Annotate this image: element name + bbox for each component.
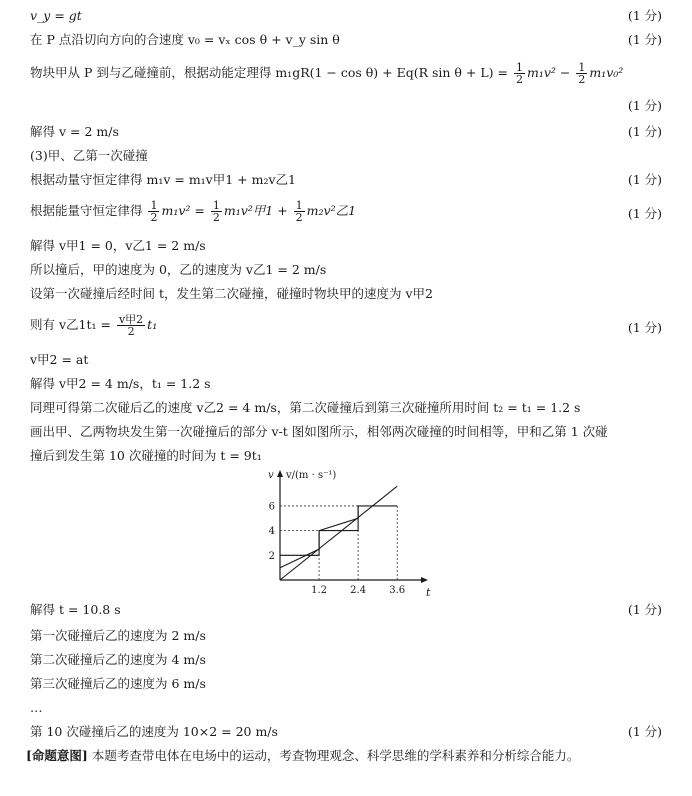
purpose-text: 本题考查带电体在电场中的运动，考查物理观念、科学思维的学科素养和分析综合能力。 xyxy=(87,748,580,763)
line-momentum: 根据动量守恒定律得 m₁v = m₁v甲1 + m₂v乙1 xyxy=(30,172,296,187)
fraction-v-over-2: $\frac{\text{v甲2}}{2}$ xyxy=(118,313,144,338)
y-tick-label: 4 xyxy=(268,526,275,538)
line-displacement-equal: 则有 v乙1t₁ = $\frac{\text{v甲2}}{2}$ t₁ xyxy=(30,313,158,338)
fraction-half: $\frac{1}{2}$ xyxy=(578,61,586,86)
y-axis-arrow xyxy=(277,470,283,477)
score-9: (1 分) xyxy=(627,724,662,739)
line-part3-heading: (3)甲、乙第一次碰撞 xyxy=(30,148,148,163)
line-total-time: 撞后到发生第 10 次碰撞的时间为 t = 9t₁ xyxy=(30,448,262,463)
x-axis-label: t xyxy=(426,586,431,599)
score-1: (1 分) xyxy=(627,8,662,23)
score-8: (1 分) xyxy=(627,602,662,617)
line-speed-10: 第 10 次碰撞后乙的速度为 10×2 = 20 m/s xyxy=(30,724,278,739)
fraction-half: $\frac{1}{2}$ xyxy=(150,199,158,224)
y-tick-label: 6 xyxy=(268,501,275,513)
score-6: (1 分) xyxy=(627,206,662,221)
line-graph-description: 画出甲、乙两物块发生第一次碰撞后的部分 v-t 图如图所示，相邻两次碰撞的时间相等，甲和乙第 1 次碰 xyxy=(30,424,608,439)
score-2: (1 分) xyxy=(627,32,662,47)
score-5: (1 分) xyxy=(627,172,662,187)
x-axis-arrow xyxy=(421,577,428,583)
purpose-label: [命题意图] xyxy=(26,748,88,763)
fraction-half: $\frac{1}{2}$ xyxy=(212,199,220,224)
line-after-collision: 所以撞后，甲的速度为 0，乙的速度为 v乙1 = 2 m/s xyxy=(30,262,327,277)
x-tick-label: 2.4 xyxy=(350,585,367,596)
y-axis-var: v xyxy=(268,470,274,481)
line-solve-t: 解得 t = 10.8 s xyxy=(30,602,121,617)
line-purpose xyxy=(26,748,579,764)
line-second-collision: 同理可得第二次碰后乙的速度 v乙2 = 4 m/s，第二次碰撞后到第三次碰撞所用时间 t₂ = t₁ = 1.2 s xyxy=(30,400,581,415)
line-ellipsis: … xyxy=(30,700,43,715)
y-tick-label: 2 xyxy=(268,550,275,562)
line-tangent-velocity: 在 P 点沿切向方向的合速度 v₀ = vₓ cos θ + v_y sin θ xyxy=(30,32,340,47)
score-7: (1 分) xyxy=(627,320,662,335)
series-line-1 xyxy=(280,486,397,580)
line-v-at: v甲2 = at xyxy=(30,352,89,367)
line-energy: 根据能量守恒定律得 $\frac{1}{2}$ m₁v² = $\frac{1}{2}$ m₁v²甲1 + $\frac{1}{2}$ m₂v²乙1 xyxy=(30,199,357,224)
fraction-half: $\frac{1}{2}$ xyxy=(295,199,303,224)
fraction-half: $\frac{1}{2}$ xyxy=(515,61,523,86)
line-solve-v: 解得 v = 2 m/s xyxy=(30,124,119,139)
line-speed-1: 第一次碰撞后乙的速度为 2 m/s xyxy=(30,628,206,643)
line-solve-collision-1: 解得 v甲1 = 0，v乙1 = 2 m/s xyxy=(30,238,206,253)
line-kinetic-energy-theorem: 物块甲从 P 到与乙碰撞前，根据动能定理得 m₁gR(1 − cos θ) + Eq(R sin θ + L) = $\frac{1}{2}$ m₁v² − $\frac{1}{2}$ m₁v₀² xyxy=(30,61,624,86)
line-solve-t1: 解得 v甲2 = 4 m/s，t₁ = 1.2 s xyxy=(30,376,211,391)
line-vy: v_y = gt xyxy=(30,8,82,23)
line-speed-3: 第三次碰撞后乙的速度为 6 m/s xyxy=(30,676,206,691)
line-second-collision-setup: 设第一次碰撞后经时间 t，发生第二次碰撞，碰撞时物块甲的速度为 v甲2 xyxy=(30,286,433,301)
score-4: (1 分) xyxy=(627,124,662,139)
line-speed-2: 第二次碰撞后乙的速度为 4 m/s xyxy=(30,652,206,667)
score-3: (1 分) xyxy=(627,98,662,113)
x-tick-label: 1.2 xyxy=(311,585,328,596)
y-axis-label: v/(m · s⁻¹) xyxy=(286,470,337,481)
x-tick-label: 3.6 xyxy=(389,585,406,596)
vt-graph xyxy=(258,470,431,602)
